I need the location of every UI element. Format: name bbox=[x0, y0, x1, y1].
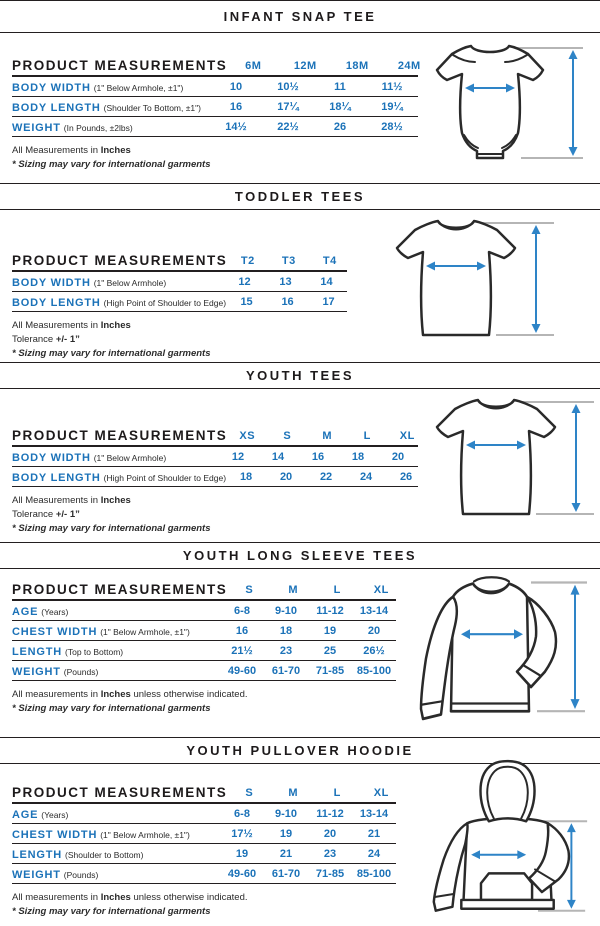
size-column-header: L bbox=[333, 787, 341, 799]
size-column-header: 24M bbox=[397, 60, 421, 72]
cell-value: 14 bbox=[320, 275, 333, 288]
footnote-text: All Measurements in bbox=[12, 495, 101, 506]
table-row bbox=[12, 601, 396, 621]
cell-value: 71-85 bbox=[315, 867, 345, 880]
row-label-cell bbox=[12, 98, 210, 116]
table-header-row bbox=[12, 57, 421, 77]
infant-onesie-illustration bbox=[425, 36, 585, 166]
cell-value: 16 bbox=[311, 450, 325, 463]
cell-value: 49-60 bbox=[227, 664, 257, 677]
cell-value: 14½ bbox=[225, 120, 247, 133]
cell-value: 20 bbox=[367, 624, 381, 637]
section-title: INFANT SNAP TEE bbox=[223, 9, 377, 24]
table-row bbox=[12, 621, 396, 641]
long-sleeve-tee-illustration bbox=[415, 566, 595, 731]
section-title: TODDLER TEES bbox=[234, 189, 366, 204]
row-note: (Years) bbox=[41, 809, 69, 820]
cell-value: 19 bbox=[235, 847, 249, 860]
section-title-bar bbox=[0, 362, 600, 389]
cell-value: 13-14 bbox=[359, 604, 389, 617]
row-label-cell bbox=[12, 273, 224, 291]
table-header-row bbox=[12, 252, 347, 272]
section-title-bar bbox=[0, 183, 600, 210]
row-label: WEIGHT bbox=[12, 665, 61, 678]
table-header-row bbox=[12, 784, 396, 804]
body-length-arrow bbox=[532, 225, 541, 333]
cell-value: 26 bbox=[399, 470, 413, 483]
cell-value: 11-12 bbox=[316, 604, 344, 617]
table-row bbox=[12, 804, 396, 824]
cell-value: 18¼ bbox=[329, 100, 351, 113]
row-label-cell bbox=[12, 622, 220, 640]
row-note: (Shoulder To Bottom, ±1") bbox=[103, 102, 201, 113]
measurements-table bbox=[12, 252, 347, 312]
cell-value: 26 bbox=[333, 120, 347, 133]
kangaroo-pocket bbox=[481, 873, 532, 900]
header-label-cell bbox=[12, 252, 227, 270]
size-column-header: M bbox=[288, 787, 299, 799]
footnote-text: Inches bbox=[100, 892, 131, 903]
cell-value: 19¼ bbox=[381, 100, 403, 113]
cell-value: 12 bbox=[238, 275, 251, 288]
row-label: LENGTH bbox=[12, 848, 63, 861]
cell-value: 18 bbox=[351, 450, 365, 463]
table-row bbox=[12, 864, 396, 884]
footnote-text: * Sizing may vary for international garments bbox=[12, 703, 211, 714]
footnote-text: +/- 1” bbox=[55, 509, 80, 520]
cell-value: 18 bbox=[239, 470, 253, 483]
cell-value: 15 bbox=[240, 295, 253, 308]
row-note: (1" Below Armhole, ±1") bbox=[93, 82, 184, 93]
cell-value: 71-85 bbox=[315, 664, 345, 677]
row-note: (1" Below Armhole, ±1") bbox=[100, 626, 190, 637]
row-note: (High Point of Shoulder to Edge) bbox=[103, 472, 227, 483]
youth-tee-illustration bbox=[426, 388, 598, 524]
cell-value: 61-70 bbox=[271, 867, 301, 880]
footnote-text: * Sizing may vary for international garments bbox=[12, 159, 211, 170]
hoodie-illustration bbox=[422, 757, 594, 919]
cell-value: 28½ bbox=[381, 120, 403, 133]
cell-value: 20 bbox=[279, 470, 293, 483]
footnote-text: +/- 1” bbox=[55, 334, 80, 345]
row-label: BODY LENGTH bbox=[12, 471, 101, 484]
cell-value: 49-60 bbox=[227, 867, 257, 880]
table-row bbox=[12, 467, 418, 487]
row-note: (Pounds) bbox=[63, 869, 99, 880]
footnote-text: unless otherwise indicated. bbox=[130, 892, 248, 903]
footnote-line bbox=[12, 347, 600, 361]
row-label-cell bbox=[12, 78, 210, 96]
row-label-cell bbox=[12, 468, 226, 486]
cell-value: 21½ bbox=[231, 644, 253, 657]
table-row bbox=[12, 292, 347, 312]
size-column-header: S bbox=[245, 787, 254, 799]
row-label: BODY WIDTH bbox=[12, 451, 91, 464]
row-label-cell bbox=[12, 845, 220, 863]
size-column-header: T2 bbox=[240, 255, 255, 267]
cell-value: 10 bbox=[229, 80, 243, 93]
hood-outline bbox=[480, 761, 534, 821]
row-label: WEIGHT bbox=[12, 121, 61, 134]
cell-value: 20 bbox=[323, 827, 337, 840]
section-youth-long-sleeve-tees bbox=[0, 542, 600, 716]
cell-value: 9-10 bbox=[274, 604, 298, 617]
cell-value: 19 bbox=[323, 624, 337, 637]
section-title: YOUTH TEES bbox=[245, 368, 355, 383]
table-row bbox=[12, 117, 418, 137]
row-label: BODY WIDTH bbox=[12, 276, 91, 289]
toddler-tee-illustration bbox=[386, 209, 558, 345]
size-column-header: M bbox=[322, 430, 333, 442]
size-column-header: S bbox=[283, 430, 292, 442]
measurements-table bbox=[12, 581, 396, 681]
cell-value: 16 bbox=[235, 624, 249, 637]
section-youth-tees bbox=[0, 362, 600, 536]
cell-value: 85-100 bbox=[356, 867, 392, 880]
size-column-header: L bbox=[333, 584, 341, 596]
cell-value: 24 bbox=[359, 470, 373, 483]
row-label: CHEST WIDTH bbox=[12, 828, 98, 841]
size-column-header: L bbox=[363, 430, 371, 442]
measurements-table bbox=[12, 427, 418, 487]
footnote-text: Inches bbox=[100, 320, 131, 331]
footnote-text: Inches bbox=[100, 495, 131, 506]
cell-value: 16 bbox=[281, 295, 294, 308]
section-toddler-tees bbox=[0, 183, 600, 361]
row-label: CHEST WIDTH bbox=[12, 625, 98, 638]
cell-value: 24 bbox=[367, 847, 381, 860]
cell-value: 13 bbox=[279, 275, 292, 288]
row-label: AGE bbox=[12, 808, 39, 821]
row-note: (Pounds) bbox=[63, 666, 99, 677]
row-label-cell bbox=[12, 825, 220, 843]
cell-value: 14 bbox=[271, 450, 285, 463]
footnote-text: Inches bbox=[100, 689, 131, 700]
table-header-row bbox=[12, 427, 418, 447]
row-label-cell bbox=[12, 865, 220, 883]
cell-value: 21 bbox=[279, 847, 293, 860]
row-label-cell bbox=[12, 642, 220, 660]
size-column-header: T4 bbox=[322, 255, 337, 267]
body-length-arrow bbox=[569, 50, 578, 156]
footnote-text: All Measurements in bbox=[12, 145, 101, 156]
table-row bbox=[12, 661, 396, 681]
cell-value: 13-14 bbox=[359, 807, 389, 820]
cell-value: 11½ bbox=[381, 80, 403, 93]
row-note: (1" Below Armhole, ±1") bbox=[100, 829, 190, 840]
footnote-text: Inches bbox=[100, 145, 131, 156]
header-label-cell bbox=[12, 427, 227, 445]
row-note: (1" Below Armhole) bbox=[93, 452, 167, 463]
cell-value: 85-100 bbox=[356, 664, 392, 677]
row-label-cell bbox=[12, 662, 220, 680]
cell-value: 10½ bbox=[277, 80, 299, 93]
footnote-text: unless otherwise indicated. bbox=[130, 689, 248, 700]
measurements-table bbox=[12, 784, 396, 884]
size-column-header: XL bbox=[373, 584, 389, 596]
footnote-text: All measurements in bbox=[12, 892, 101, 903]
row-label: AGE bbox=[12, 605, 39, 618]
section-title-bar bbox=[0, 542, 600, 569]
row-label-cell bbox=[12, 118, 210, 136]
size-column-header: T3 bbox=[281, 255, 296, 267]
row-label-cell bbox=[12, 602, 220, 620]
size-column-header: 6M bbox=[245, 60, 262, 72]
row-label: BODY LENGTH bbox=[12, 296, 101, 309]
onesie-outline bbox=[437, 46, 543, 158]
row-note: (Shoulder to Bottom) bbox=[65, 849, 144, 860]
row-label-cell bbox=[12, 293, 226, 311]
table-row bbox=[12, 97, 418, 117]
table-row bbox=[12, 641, 396, 661]
table-row bbox=[12, 272, 347, 292]
body-outline bbox=[451, 584, 529, 712]
back-collar-line bbox=[474, 577, 509, 581]
cell-value: 11 bbox=[334, 80, 346, 93]
table-row bbox=[12, 447, 418, 467]
table-row bbox=[12, 844, 396, 864]
section-title: YOUTH LONG SLEEVE TEES bbox=[182, 548, 418, 563]
measurements-header-label: PRODUCT MEASUREMENTS bbox=[12, 58, 228, 73]
cell-value: 26½ bbox=[363, 644, 385, 657]
cell-value: 12 bbox=[231, 450, 245, 463]
table-row bbox=[12, 77, 418, 97]
row-note: (Top to Bottom) bbox=[65, 646, 124, 657]
tshirt-outline bbox=[397, 221, 515, 335]
cell-value: 18 bbox=[279, 624, 293, 637]
tshirt-outline bbox=[437, 400, 555, 514]
measurements-header-label: PRODUCT MEASUREMENTS bbox=[12, 253, 228, 268]
measurements-table bbox=[12, 57, 421, 137]
row-note: (1" Below Armhole) bbox=[93, 277, 167, 288]
footnote-text: * Sizing may vary for international garments bbox=[12, 906, 211, 917]
section-title-bar bbox=[0, 0, 600, 33]
cell-value: 17 bbox=[322, 295, 335, 308]
cell-value: 19 bbox=[279, 827, 293, 840]
row-label: LENGTH bbox=[12, 645, 63, 658]
waistband bbox=[461, 900, 553, 909]
footnote-text: * Sizing may vary for international garments bbox=[12, 348, 211, 359]
cell-value: 11-12 bbox=[316, 807, 344, 820]
row-label-cell bbox=[12, 448, 218, 466]
section-title: YOUTH PULLOVER HOODIE bbox=[186, 743, 414, 758]
size-column-header: 18M bbox=[345, 60, 369, 72]
row-label-cell bbox=[12, 805, 220, 823]
size-column-header: XS bbox=[239, 430, 256, 442]
header-label-cell bbox=[12, 57, 227, 75]
row-label: WEIGHT bbox=[12, 868, 61, 881]
cell-value: 22½ bbox=[277, 120, 299, 133]
cell-value: 61-70 bbox=[271, 664, 301, 677]
measurements-header-label: PRODUCT MEASUREMENTS bbox=[12, 428, 228, 443]
size-column-header: XL bbox=[373, 787, 389, 799]
cell-value: 23 bbox=[279, 644, 293, 657]
body-length-arrow bbox=[572, 404, 581, 512]
row-label: BODY LENGTH bbox=[12, 101, 101, 114]
footnote-text: Tolerance bbox=[12, 334, 56, 345]
section-infant-snap-tee bbox=[0, 0, 600, 172]
cell-value: 23 bbox=[323, 847, 337, 860]
cell-value: 6-8 bbox=[234, 807, 250, 820]
row-note: (Years) bbox=[41, 606, 69, 617]
cell-value: 17¼ bbox=[277, 100, 299, 113]
table-header-row bbox=[12, 581, 396, 601]
footnote-text: * Sizing may vary for international garments bbox=[12, 523, 211, 534]
cell-value: 25 bbox=[323, 644, 337, 657]
size-column-header: M bbox=[288, 584, 299, 596]
size-column-header: XL bbox=[399, 430, 415, 442]
footnote-text: All Measurements in bbox=[12, 320, 101, 331]
cell-value: 6-8 bbox=[234, 604, 250, 617]
table-row bbox=[12, 824, 396, 844]
measurements-header-label: PRODUCT MEASUREMENTS bbox=[12, 785, 228, 800]
size-column-header: 12M bbox=[293, 60, 317, 72]
cell-value: 16 bbox=[229, 100, 243, 113]
footnote-text: Tolerance bbox=[12, 509, 56, 520]
cell-value: 21 bbox=[367, 827, 381, 840]
header-label-cell bbox=[12, 784, 227, 802]
row-note: (In Pounds, ±2lbs) bbox=[63, 122, 133, 133]
cell-value: 22 bbox=[319, 470, 333, 483]
header-label-cell bbox=[12, 581, 227, 599]
row-label: BODY WIDTH bbox=[12, 81, 91, 94]
size-column-header: S bbox=[245, 584, 254, 596]
measurements-header-label: PRODUCT MEASUREMENTS bbox=[12, 582, 228, 597]
footnote-text: All measurements in bbox=[12, 689, 101, 700]
row-note: (High Point of Shoulder to Edge) bbox=[103, 297, 227, 308]
footnote-line bbox=[12, 522, 600, 536]
cell-value: 17½ bbox=[231, 827, 253, 840]
cell-value: 20 bbox=[391, 450, 405, 463]
section-youth-pullover-hoodie bbox=[0, 737, 600, 919]
length-arrow bbox=[571, 585, 580, 709]
cell-value: 9-10 bbox=[274, 807, 298, 820]
